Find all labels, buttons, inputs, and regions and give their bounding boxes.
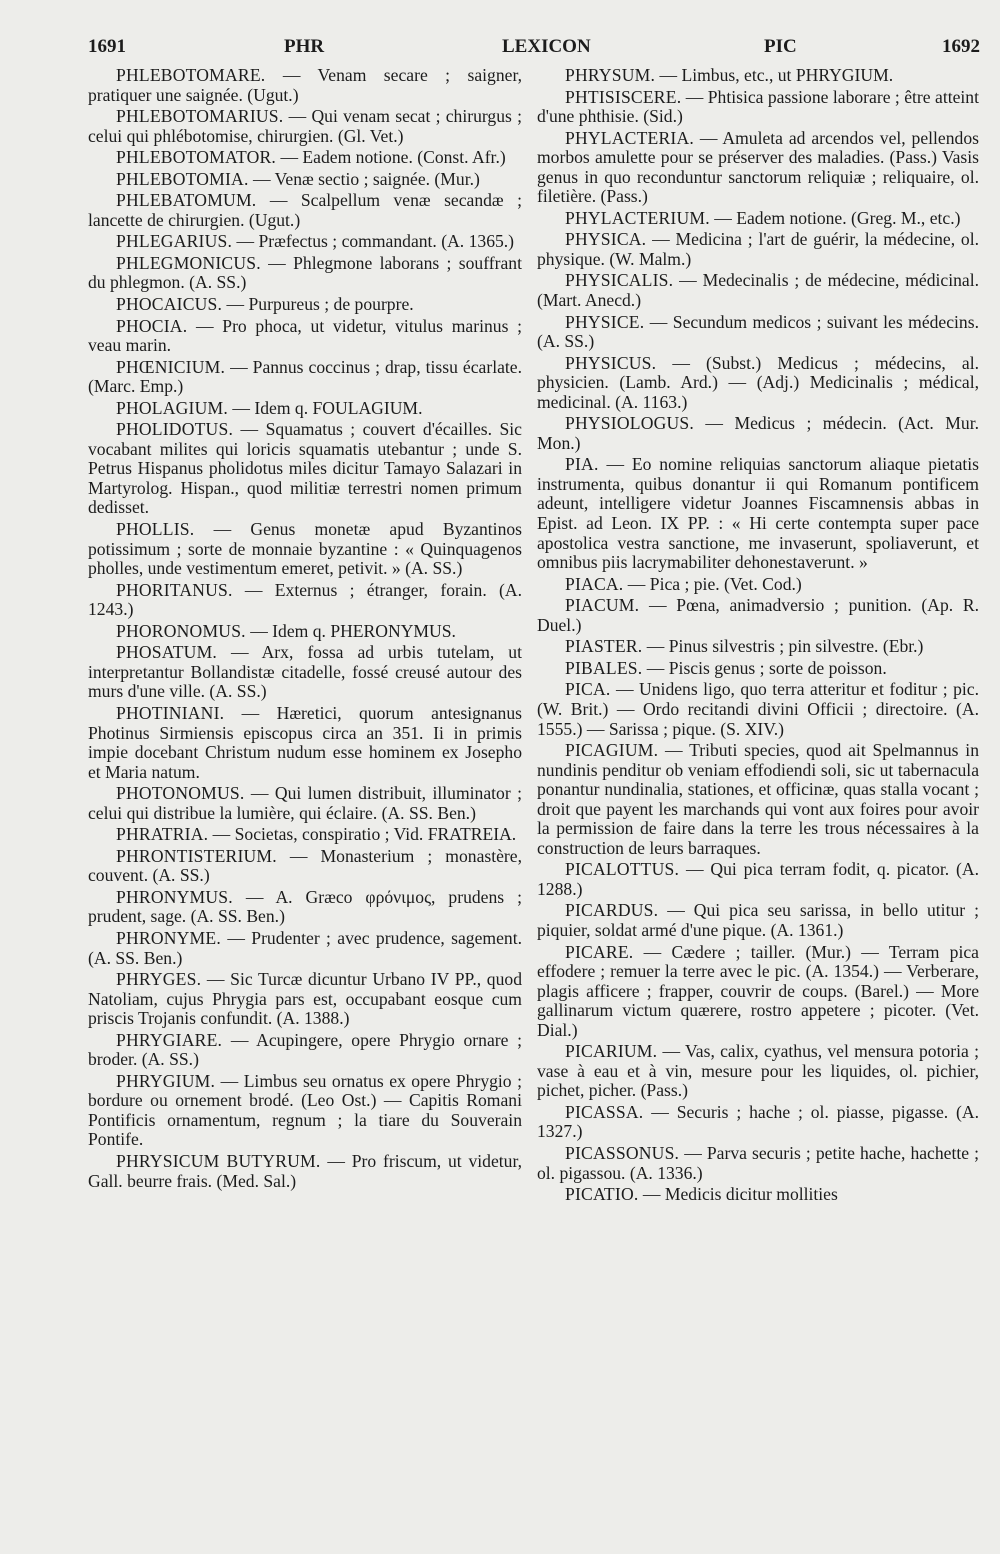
dictionary-entry xyxy=(537,313,979,352)
entry-definition: — Medicus ; médecin. (Act. Mur. Mon.) xyxy=(537,413,979,453)
dictionary-entry xyxy=(537,596,979,635)
entry-headword: PIACUM. xyxy=(565,595,640,616)
dictionary-entry xyxy=(537,901,979,940)
entry-headword: PHORONOMUS. xyxy=(116,620,246,641)
entry-definition: — Qui lumen distribuit, illuminator ; celui qui distribue la lumière, qui éclaire. (A. SS. Ben.) xyxy=(88,783,522,823)
entry-definition: — Cædere ; tailler. (Mur.) — Terram pica effodere ; remuer la terre avec le pic. (A. 1354.) — Verberare, plagis afficere ; frapper, couvrir de coups. (Barel.) — More gallinarum victum quærere, rostro appetere ; picoter. (Vet. Dial.) xyxy=(537,941,979,1040)
entry-definition: — Pro phoca, ut videtur, vitulus marinus ; veau marin. xyxy=(88,315,522,356)
entry-headword: PHOLAGIUM. xyxy=(116,397,228,418)
entry-definition: — Limbus seu ornatus ex opere Phrygio ; bordure ou ornement brodé. (Leo Ost.) — Capitis Romani Pontificis ornamentum, regnum ; la tiare du Souverain Pontife. xyxy=(88,1070,522,1150)
guideword-right: PIC xyxy=(764,36,797,57)
entry-headword: PIACA. xyxy=(565,573,624,594)
entry-headword: PHLEBOTOMARIUS. xyxy=(116,106,284,127)
dictionary-entry xyxy=(88,420,522,518)
dictionary-entry xyxy=(88,643,522,702)
entry-definition: — Sic Turcæ dicuntur Urbano IV PP., quod Natoliam, cujus Phrygia pars est, occupabant eosque cum priscis Trojanis confundit. (A. 1388.) xyxy=(88,969,522,1029)
dictionary-entry xyxy=(88,888,522,927)
dictionary-entry xyxy=(88,847,522,886)
entry-definition: — Pœna, animadversio ; punition. (Ap. R. Duel.) xyxy=(537,595,979,635)
dictionary-entry xyxy=(88,66,522,105)
entry-definition: — Idem q. FOULAGIUM. xyxy=(232,397,423,418)
entry-definition: — Arx, fossa ad urbis tutelam, ut interpretantur Bollandistæ citadelle, fossé creusé autour des murs d'une ville. (A. SS.) xyxy=(88,642,522,702)
entry-headword: PICARDUS. xyxy=(565,900,659,921)
dictionary-entry xyxy=(88,317,522,356)
dictionary-entry xyxy=(88,358,522,397)
entry-definition: — Acupingere, opere Phrygio ornare ; broder. (A. SS.) xyxy=(88,1029,522,1070)
entry-definition: — Genus monetæ apud Byzantinos potissimum ; sorte de monnaie byzantine : « Quinquagenos pholles, unde vestimentum emeret, petivit. » (A. SS.) xyxy=(88,519,523,579)
entry-definition: — Hæretici, quorum antesignanus Photinus Sirmiensis episcopus circa an 351. Ii in primis impie docebant Christum nudum esse hominem ex Josepho et Maria natum. xyxy=(88,702,522,782)
entry-definition: — Eo nomine reliquias sanctorum aliaque pietatis instrumenta, quibus donantur ii qui Romanum pontificem adeunt, intelligere videtur Joannes Fiscamnensis abbas in Epist. ad Leon. IX PP. : « Hi certe contempta super pace apostolica vestra sanctione, me invaserunt, spoliaverunt, et omnibus piis lacrymabiliter dehonestaverunt. » xyxy=(537,454,980,573)
entry-definition: — Venam secare ; saigner, pratiquer une saignée. (Ugut.) xyxy=(88,65,522,105)
entry-headword: PICASSA. xyxy=(565,1101,644,1122)
dictionary-entry xyxy=(537,455,979,572)
entry-definition: — Limbus, etc., ut PHRYGIUM. xyxy=(659,65,894,85)
entry-headword: PHLEGARIUS. xyxy=(116,231,233,252)
dictionary-entry xyxy=(88,1072,522,1150)
dictionary-entry xyxy=(537,1144,979,1183)
dictionary-entry xyxy=(88,1031,522,1070)
dictionary-entry xyxy=(537,637,979,657)
entry-headword: PHYLACTERIUM. xyxy=(565,207,710,228)
dictionary-entry xyxy=(88,148,522,168)
dictionary-entry xyxy=(537,66,979,86)
entry-headword: PHOCAICUS. xyxy=(116,294,223,315)
entry-headword: PHRONYMUS. xyxy=(116,886,233,907)
dictionary-entry xyxy=(537,1042,979,1101)
entry-headword: PICASSONUS. xyxy=(565,1142,680,1163)
entry-headword: PHLEBOTOMATOR. xyxy=(116,147,277,168)
entry-definition: — Securis ; hache ; ol. piasse, pigasse. (A. 1327.) xyxy=(537,1101,979,1142)
entry-headword: PHOSATUM. xyxy=(116,642,218,663)
entry-headword: PHOTINIANI. xyxy=(116,702,225,723)
right-column xyxy=(537,66,979,1205)
dictionary-entry xyxy=(537,860,979,899)
dictionary-entry xyxy=(88,295,522,315)
entry-headword: PHYSICA. xyxy=(565,229,647,250)
entry-headword: PHLEBATOMUM. xyxy=(116,190,257,211)
entry-definition: — (Subst.) Medicus ; médecins, al. physicien. (Lamb. Ard.) — (Adj.) Medicinalis ; médical, medicinal. (A. 1163.) xyxy=(537,352,979,412)
entry-headword: PICARE. xyxy=(565,941,634,962)
entry-headword: PHLEBOTOMIA. xyxy=(116,168,249,189)
dictionary-entry xyxy=(88,784,522,823)
entry-definition: — Medicina ; l'art de guérir, la médecine, ol. physique. (W. Malm.) xyxy=(537,229,979,269)
dictionary-entry xyxy=(537,414,979,453)
entry-headword: PICA. xyxy=(565,679,611,700)
entry-headword: PHLEBOTOMARE. xyxy=(116,65,266,85)
entry-definition: — Phtisica passione laborare ; être atteint d'une phthisie. (Sid.) xyxy=(537,86,979,127)
dictionary-entry xyxy=(88,581,522,620)
dictionary-entry xyxy=(88,970,522,1029)
entry-definition: — Venæ sectio ; saignée. (Mur.) xyxy=(252,168,480,189)
entry-definition: — Monasterium ; monastère, couvent. (A. SS.) xyxy=(88,845,522,886)
entry-headword: PIA. xyxy=(565,454,599,475)
running-header xyxy=(88,36,980,66)
dictionary-entry xyxy=(88,622,522,642)
entry-headword: PICATIO. xyxy=(565,1184,639,1205)
entry-definition: — Pannus coccinus ; drap, tissu écarlate. (Marc. Emp.) xyxy=(88,356,522,397)
entry-headword: PIBALES. xyxy=(565,657,643,678)
dictionary-entry xyxy=(537,271,979,310)
entry-definition: — Phlegmone laborans ; souffrant du phlegmon. (A. SS.) xyxy=(88,252,522,293)
dictionary-entry xyxy=(88,191,522,230)
entry-headword: PHOTONOMUS. xyxy=(116,783,245,804)
dictionary-entry xyxy=(537,1185,979,1205)
entry-definition: — Purpureus ; de pourpre. xyxy=(226,294,414,315)
entry-headword: PHYSICE. xyxy=(565,311,645,332)
entry-definition: — Externus ; étranger, forain. (A. 1243.) xyxy=(88,579,522,620)
entry-headword: PHRYGIARE. xyxy=(116,1029,223,1050)
entry-headword: PHRONYME. xyxy=(116,927,221,948)
entry-definition: — Secundum medicos ; suivant les médecins. (A. SS.) xyxy=(537,311,979,352)
page-number-left: 1691 xyxy=(88,36,126,57)
entry-definition: — Pro friscum, ut videtur, Gall. beurre frais. (Med. Sal.) xyxy=(88,1150,523,1191)
entry-definition: — Unidens ligo, quo terra atteritur et foditur ; pic. (W. Brit.) — Ordo recitandi divini Officii ; directoire. (A. 1555.) — Sarissa ; pique. (S. XIV.) xyxy=(537,679,979,739)
entry-headword: PICARIUM. xyxy=(565,1041,658,1062)
dictionary-entry xyxy=(537,943,979,1041)
entry-definition: — Qui pica seu sarissa, in bello utitur ; piquier, soldat armé d'une pique. (A. 1361.) xyxy=(537,900,979,940)
page-number-right: 1692 xyxy=(942,36,980,57)
entry-headword: PHYSIOLOGUS. xyxy=(565,413,694,434)
guideword-left: PHR xyxy=(284,36,325,57)
entry-headword: PHTISISCERE. xyxy=(565,86,682,107)
entry-definition: — Qui venam secat ; chirurgus ; celui qui phlébotomise, chirurgien. (Gl. Vet.) xyxy=(88,106,522,146)
entry-definition: — Societas, conspiratio ; Vid. FRATREIA. xyxy=(212,824,517,845)
entry-definition: — Squamatus ; couvert d'écailles. Sic vocabant milites qui loricis squamatis utebantur ; unde S. Petrus Hispanus pholidotus miles dicitur Tamayo Salazari in Martyrolog. Hispan., quod militiæ terrestri nomen primum dedisset. xyxy=(88,419,522,518)
dictionary-entry xyxy=(537,230,979,269)
entry-definition: — Vas, calix, cyathus, vel mensura potoria ; vase à eau et à vin, mesure pour les liquides, ol. pichier, pichet, picher. (Pass.) xyxy=(537,1041,979,1101)
entry-definition: — Piscis genus ; sorte de poisson. xyxy=(646,657,887,678)
dictionary-entry xyxy=(88,929,522,968)
entry-headword: PHŒNICIUM. xyxy=(116,356,226,377)
dictionary-entry xyxy=(88,254,522,293)
left-column xyxy=(88,66,522,1191)
dictionary-entry xyxy=(88,1152,522,1191)
dictionary-entry xyxy=(88,170,522,190)
entry-definition: — Qui pica terram fodit, q. picator. (A. 1288.) xyxy=(537,859,979,899)
dictionary-entry xyxy=(537,741,979,858)
entry-definition: — Medecinalis ; de médecine, médicinal. (Mart. Anecd.) xyxy=(537,270,979,311)
dictionary-entry xyxy=(537,1103,979,1142)
entry-definition: — Præfectus ; commandant. (A. 1365.) xyxy=(236,231,515,252)
running-title: LEXICON xyxy=(502,36,591,57)
dictionary-entry xyxy=(537,209,979,229)
dictionary-entry xyxy=(88,399,522,419)
dictionary-entry xyxy=(537,354,979,413)
dictionary-entry xyxy=(537,659,979,679)
entry-headword: PHOCIA. xyxy=(116,315,188,336)
entry-headword: PHRONTISTERIUM. xyxy=(116,845,277,866)
dictionary-entry xyxy=(537,575,979,595)
entry-definition: — Eadem notione. (Greg. M., etc.) xyxy=(714,207,961,228)
entry-headword: PHOLIDOTUS. xyxy=(116,419,234,440)
entry-headword: PHYSICUS. xyxy=(565,352,657,373)
entry-headword: PHRYSICUM BUTYRUM. xyxy=(116,1150,321,1171)
entry-headword: PHOLLIS. xyxy=(116,519,195,540)
entry-definition: — Parva securis ; petite hache, hachette ; ol. pigassou. (A. 1336.) xyxy=(537,1142,979,1183)
entry-headword: PHRYSUM. xyxy=(565,65,656,85)
dictionary-entry xyxy=(88,520,522,579)
dictionary-entry xyxy=(537,88,979,127)
entry-headword: PHRYGIUM. xyxy=(116,1070,216,1091)
dictionary-entry xyxy=(88,704,522,782)
entry-headword: PHORITANUS. xyxy=(116,579,233,600)
entry-definition: — Prudenter ; avec prudence, sagement. (A. SS. Ben.) xyxy=(88,927,522,968)
entry-headword: PICAGIUM. xyxy=(565,740,659,761)
dictionary-entry xyxy=(537,129,979,207)
entry-definition: — Pica ; pie. (Vet. Cod.) xyxy=(627,573,802,594)
entry-definition: — Medicis dicitur mollities xyxy=(642,1184,838,1205)
dictionary-entry xyxy=(88,107,522,146)
entry-headword: PHYLACTERIA. xyxy=(565,127,694,148)
entry-headword: PHRYGES. xyxy=(116,969,202,990)
entry-definition: — Tributi species, quod ait Spelmannus in nundinis penditur ob veniam effodiendi soli, sic ut tabernacula ponantur nundinalia, stationes, et officinæ, quas stalla vocant ; droit que payent les marchands qui vont aux foires pour avoir la permission de faire dans la terre les trous nécessaires à la construction de leurs barraques. xyxy=(537,740,979,858)
entry-headword: PHYSICALIS. xyxy=(565,270,674,291)
entry-definition: — Idem q. PHERONYMUS. xyxy=(250,620,456,641)
dictionary-entry xyxy=(88,232,522,252)
entry-definition: — Amuleta ad arcendos vel, pellendos morbos amulette pour se préserver des maladies. (Pass.) Vasis genus in quo reconduntur sanctorum reliquiæ ; reliquaire, ol. filetière. (Pass.) xyxy=(537,127,979,207)
entry-headword: PHLEGMONICUS. xyxy=(116,252,261,273)
entry-definition: — Pinus silvestris ; pin silvestre. (Ebr.) xyxy=(646,636,924,657)
entry-definition: — Eadem notione. (Const. Afr.) xyxy=(280,147,506,168)
entry-headword: PHRATRIA. xyxy=(116,824,209,845)
entry-definition: — A. Græco φρόνιμος, prudens ; prudent, sage. (A. SS. Ben.) xyxy=(88,886,522,927)
entry-definition: — Scalpellum venæ secandæ ; lancette de chirurgien. (Ugut.) xyxy=(88,190,522,230)
entry-headword: PIASTER. xyxy=(565,636,643,657)
entry-headword: PICALOTTUS. xyxy=(565,859,680,880)
dictionary-entry xyxy=(88,825,522,845)
dictionary-entry xyxy=(537,680,979,739)
